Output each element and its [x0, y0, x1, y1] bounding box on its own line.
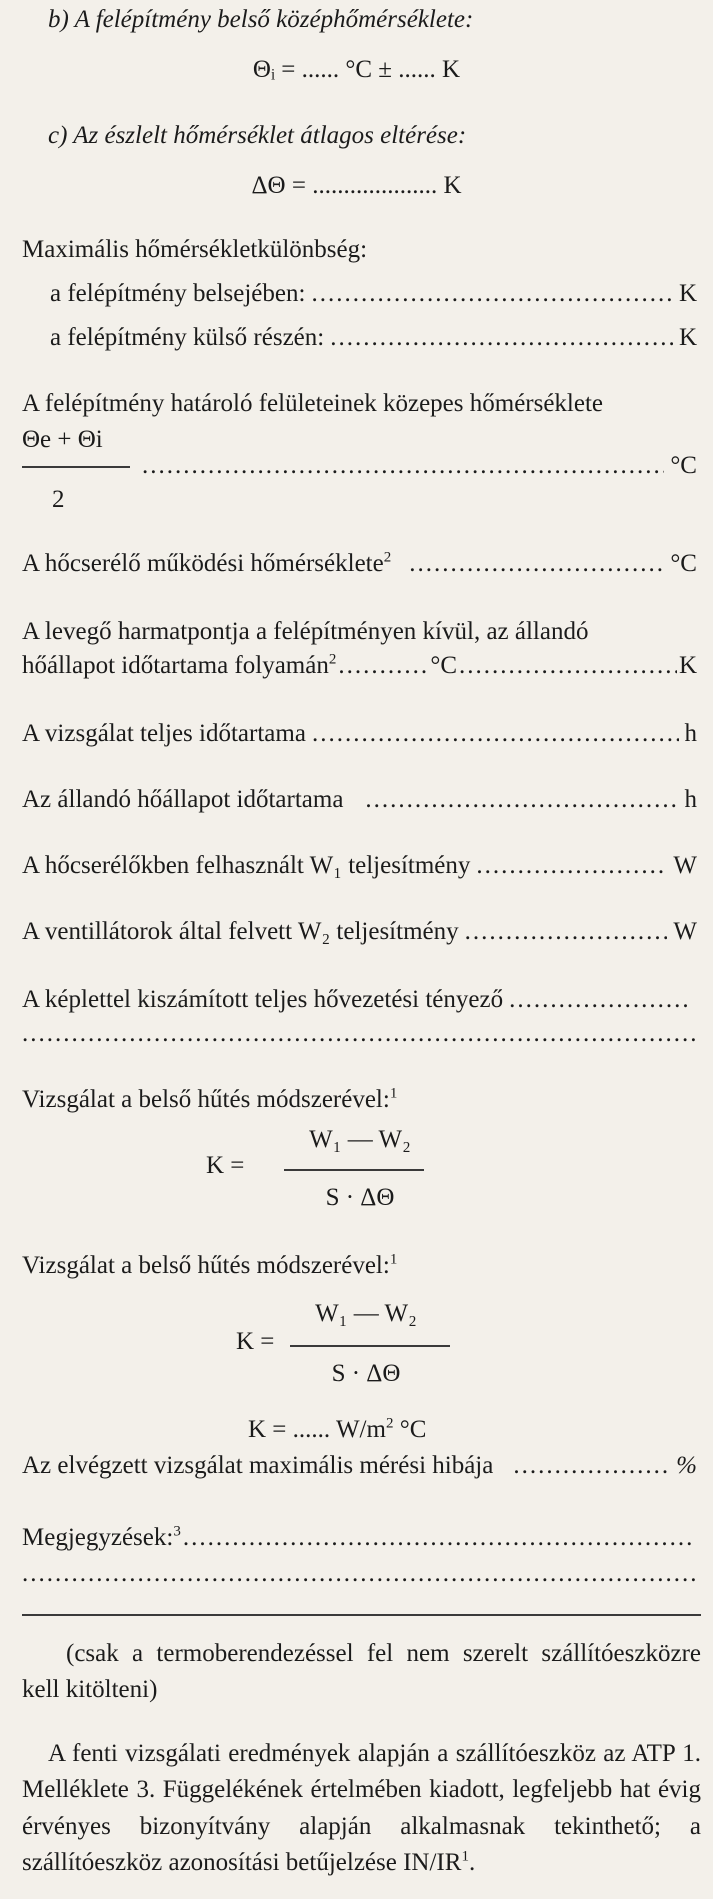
formula2-denominator: S · ΔΘ — [331, 1360, 401, 1387]
surface-temp-label: A felépítmény határoló felületeinek közepes hőmérséklete — [22, 390, 604, 417]
surface-temp-row: ..... °C — [142, 452, 697, 481]
conclusion-text: A fenti vizsgálati eredmények alapján a szállítóeszköz az ATP 1. Melléklete 3. Függelékének értelmében kiadott, legfeljebb hat évig érvényes bizonyítvány alapján alkalmasnak tekinthető; a szállítóeszköz azonosítási betűjelzése $IN/IR^1$. — [22, 1740, 701, 1876]
dewpoint-row: hőállapot időtartama folyamán$^2$ ..... °C ..... K — [22, 652, 697, 681]
formula2-bar — [290, 1345, 450, 1347]
k-calc-row: A képlettel kiszámított teljes hővezetési tényező ..... — [22, 986, 697, 1015]
notes-row: Megjegyzések:$^3$ ..... — [22, 1524, 697, 1553]
k-calc-continuation — [22, 1020, 697, 1049]
note-paren: (csak a termoberendezéssel fel nem szerelt szállítóeszközre kell kitölteni) — [22, 1640, 701, 1704]
formula1-bar — [284, 1169, 424, 1171]
max-inside-row: a felépítmény belsejében: ..... K — [30, 280, 697, 309]
fraction-bar — [22, 466, 130, 468]
k-result: K = ...... $W/m^2$ °C — [248, 1415, 427, 1443]
surface-frac-num: Θe + Θi — [22, 426, 103, 453]
horizontal-rule — [22, 1614, 701, 1616]
section-c-heading: c) Az észlelt hőmérséklet átlagos eltérése: — [48, 122, 467, 149]
max-diff-heading: Maximális hőmérsékletkülönbség: — [22, 236, 368, 263]
section-c-formula: ΔΘ = .................... K — [251, 172, 462, 199]
formula2-k: K = — [236, 1328, 275, 1355]
dewpoint-line1: A levegő harmatpontja a felépítményen kívül, az állandó — [22, 618, 589, 645]
steady-duration-row: Az állandó hőállapot időtartama ..... h — [22, 786, 697, 815]
total-duration-row: A vizsgálat teljes időtartama ..... h — [22, 720, 697, 749]
hx-temp-row: A hőcserélő működési hőmérséklete$^2$ ..... °C — [22, 550, 697, 579]
section-b-heading: b) A felépítmény belső középhőmérséklete: — [48, 6, 474, 33]
formula1-denominator: S · ΔΘ — [325, 1184, 395, 1211]
w2-row: A ventillátorok által felvett W₂ teljesítmény ..... W — [22, 918, 697, 947]
formula1-k: K = — [206, 1152, 245, 1179]
section-b-formula: Θᵢ = ...... °C ± ...... K — [252, 56, 461, 83]
w1-row: A hőcserélőkben felhasznált W₁ teljesítmény ..... W — [22, 852, 697, 881]
method2-label: Vizsgálat a belső hűtés módszerével:$^1$ — [22, 1251, 398, 1279]
notes-continuation — [22, 1560, 697, 1589]
error-row: Az elvégzett vizsgálat maximális mérési hibája ..... % — [22, 1452, 697, 1481]
max-outside-row: a felépítmény külső részén: ..... K — [30, 324, 697, 353]
formula2-numerator: W₁ — W₂ — [315, 1300, 417, 1327]
formula1-numerator: W₁ — W₂ — [309, 1126, 411, 1153]
surface-frac-den: 2 — [52, 486, 65, 513]
method1-label: Vizsgálat a belső hűtés módszerével:$^1$ — [22, 1085, 398, 1113]
